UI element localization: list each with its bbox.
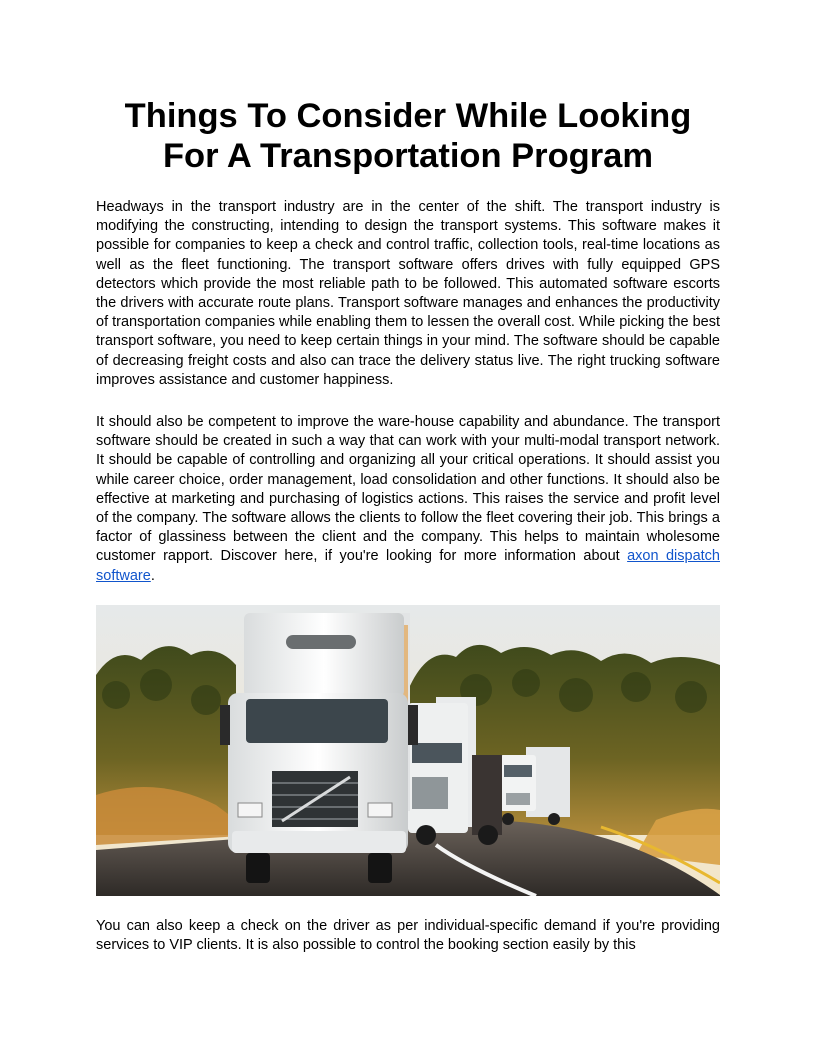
axon-dispatch-software-link[interactable]: axon dispatch software xyxy=(96,548,720,584)
page-title: Things To Consider While Looking For A Transportation Program xyxy=(124,97,692,175)
paragraph-features xyxy=(96,413,720,586)
paragraph-intro: Headways in the transport industry are in the center of the shift. The transport industry is modifying the constructing, intending to design the transport systems. This software makes it possible for companies to keep a check and control traffic, collection tools, real-time locations as well as the fleet functioning. The transport software offers drives with fully equipped GPS detectors which provide the most reliable path to be followed. This automated software escorts the drivers with accurate route plans. Transport software manages and enhances the productivity of transportation companies while enabling them to lessen the overall cost. While picking the best transport software, you need to keep certain things in your mind. The software should be capable of decreasing freight costs and also can trace the delivery status live. The right trucking software improves assistance and customer happiness. xyxy=(96,199,720,388)
paragraph-features-end: . xyxy=(150,567,155,584)
paragraph-driver-check: You can also keep a check on the driver as per individual-specific demand if you're providing services to VIP clients. It is also possible to control the booking section easily by this xyxy=(96,918,720,954)
trucks-highway-photo xyxy=(96,605,720,896)
paragraph-features-text: It should also be competent to improve the ware-house capability and abundance. The transport software should be created in such a way that can work with your multi-modal transport network. It should be capable of controlling and organizing all your critical operations. It should assist you while career choice, order management, load consolidation and other functions. It should also be effective at marketing and purchasing of logistics actions. This raises the service and profit level of the company. The software allows the clients to follow the fleet covering their job. This brings a factor of glassiness between the client and the company. This helps to maintain wholesome customer rapport. Discover here, if you're looking for more information about xyxy=(96,414,720,565)
